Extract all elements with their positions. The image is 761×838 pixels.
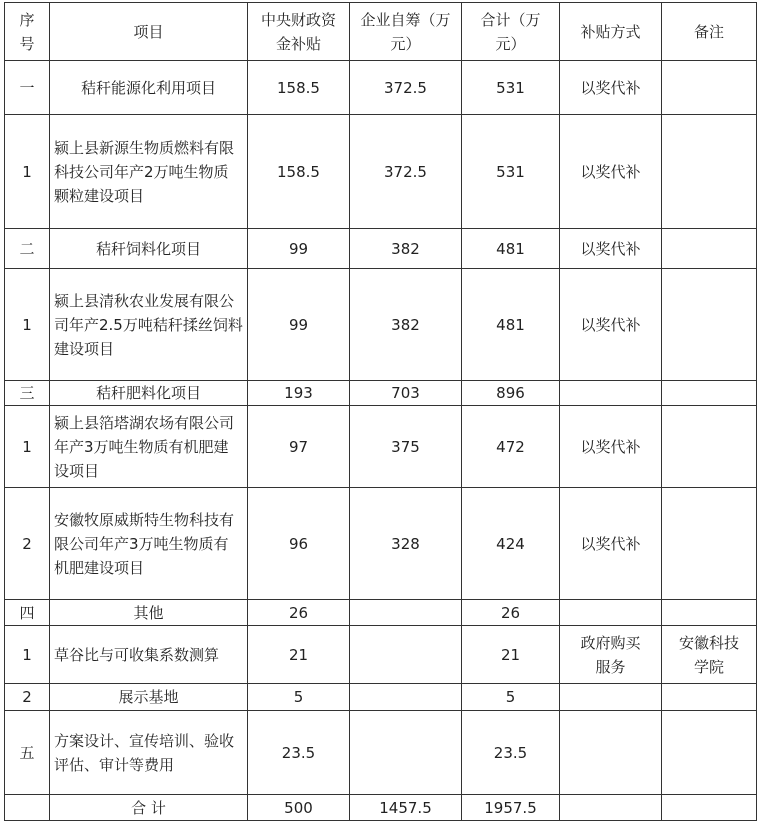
cell-total: 424: [462, 488, 560, 600]
cell-central: 500: [248, 795, 350, 821]
cell-method: [560, 684, 662, 711]
cell-method: [560, 795, 662, 821]
cell-central: 96: [248, 488, 350, 600]
cell-item: 颍上县箔塔湖农场有限公司年产3万吨生物质有机肥建设项目: [50, 406, 248, 488]
table-row: [5, 626, 757, 684]
cell-item: 展示基地: [50, 684, 248, 711]
cell-total: 1957.5: [462, 795, 560, 821]
header-row: [5, 3, 757, 61]
cell-enterprise: 372.5: [350, 61, 462, 115]
cell-total: 5: [462, 684, 560, 711]
header-total: 合计（万元）: [462, 3, 560, 61]
cell-central: 99: [248, 269, 350, 381]
cell-seq: [5, 795, 50, 821]
cell-enterprise: 382: [350, 269, 462, 381]
header-enterprise: 企业自筹（万元）: [350, 3, 462, 61]
cell-remark: [662, 684, 757, 711]
cell-method: 以奖代补: [560, 61, 662, 115]
cell-seq: 四: [5, 600, 50, 626]
cell-central: 21: [248, 626, 350, 684]
cell-item: 颍上县清秋农业发展有限公司年产2.5万吨秸秆揉丝饲料建设项目: [50, 269, 248, 381]
table-row: [5, 711, 757, 795]
table-row: [5, 381, 757, 406]
cell-enterprise: 382: [350, 229, 462, 269]
cell-seq: 1: [5, 115, 50, 229]
cell-seq: 2: [5, 684, 50, 711]
cell-central: 158.5: [248, 115, 350, 229]
cell-remark: [662, 229, 757, 269]
cell-remark: [662, 269, 757, 381]
cell-method: [560, 381, 662, 406]
cell-enterprise: [350, 711, 462, 795]
cell-enterprise: [350, 626, 462, 684]
cell-total: 23.5: [462, 711, 560, 795]
cell-total: 481: [462, 229, 560, 269]
cell-central: 99: [248, 229, 350, 269]
table-row: [5, 684, 757, 711]
total-row: [5, 795, 757, 821]
cell-method: 政府购买服务: [560, 626, 662, 684]
cell-remark: [662, 406, 757, 488]
cell-method: 以奖代补: [560, 115, 662, 229]
cell-method: 以奖代补: [560, 488, 662, 600]
cell-enterprise: 703: [350, 381, 462, 406]
cell-seq: 三: [5, 381, 50, 406]
cell-central: 26: [248, 600, 350, 626]
cell-enterprise: 372.5: [350, 115, 462, 229]
cell-total: 481: [462, 269, 560, 381]
cell-seq: 五: [5, 711, 50, 795]
cell-remark: [662, 795, 757, 821]
cell-item: 秸秆饲料化项目: [50, 229, 248, 269]
cell-method: 以奖代补: [560, 229, 662, 269]
table-row: [5, 269, 757, 381]
header-central: 中央财政资金补贴: [248, 3, 350, 61]
cell-seq: 二: [5, 229, 50, 269]
cell-total: 472: [462, 406, 560, 488]
cell-item: 合 计: [50, 795, 248, 821]
cell-item: 秸秆肥料化项目: [50, 381, 248, 406]
cell-total: 896: [462, 381, 560, 406]
cell-enterprise: 1457.5: [350, 795, 462, 821]
cell-item: 草谷比与可收集系数测算: [50, 626, 248, 684]
table-row: [5, 61, 757, 115]
cell-enterprise: [350, 600, 462, 626]
cell-enterprise: 328: [350, 488, 462, 600]
header-seq: 序号: [5, 3, 50, 61]
header-remark: 备注: [662, 3, 757, 61]
cell-seq: 2: [5, 488, 50, 600]
table-row: [5, 406, 757, 488]
cell-central: 193: [248, 381, 350, 406]
cell-method: 以奖代补: [560, 269, 662, 381]
table-row: [5, 115, 757, 229]
cell-remark: 安徽科技学院: [662, 626, 757, 684]
cell-seq: 1: [5, 626, 50, 684]
cell-total: 531: [462, 61, 560, 115]
cell-central: 23.5: [248, 711, 350, 795]
cell-method: [560, 600, 662, 626]
cell-seq: 1: [5, 406, 50, 488]
cell-remark: [662, 711, 757, 795]
header-item: 项目: [50, 3, 248, 61]
cell-item: 方案设计、宣传培训、验收评估、审计等费用: [50, 711, 248, 795]
cell-remark: [662, 600, 757, 626]
cell-item: 秸秆能源化利用项目: [50, 61, 248, 115]
cell-total: 531: [462, 115, 560, 229]
cell-item: 安徽牧原威斯特生物科技有限公司年产3万吨生物质有机肥建设项目: [50, 488, 248, 600]
cell-central: 97: [248, 406, 350, 488]
table-row: [5, 229, 757, 269]
header-method: 补贴方式: [560, 3, 662, 61]
cell-method: 以奖代补: [560, 406, 662, 488]
cell-central: 5: [248, 684, 350, 711]
cell-total: 26: [462, 600, 560, 626]
table-row: [5, 600, 757, 626]
cell-seq: 一: [5, 61, 50, 115]
cell-remark: [662, 381, 757, 406]
cell-method: [560, 711, 662, 795]
cell-remark: [662, 115, 757, 229]
cell-total: 21: [462, 626, 560, 684]
cell-item: 其他: [50, 600, 248, 626]
cell-remark: [662, 488, 757, 600]
cell-seq: 1: [5, 269, 50, 381]
subsidy-table: [4, 2, 757, 821]
cell-remark: [662, 61, 757, 115]
cell-item: 颍上县新源生物质燃料有限科技公司年产2万吨生物质颗粒建设项目: [50, 115, 248, 229]
cell-enterprise: 375: [350, 406, 462, 488]
cell-enterprise: [350, 684, 462, 711]
cell-central: 158.5: [248, 61, 350, 115]
table-row: [5, 488, 757, 600]
